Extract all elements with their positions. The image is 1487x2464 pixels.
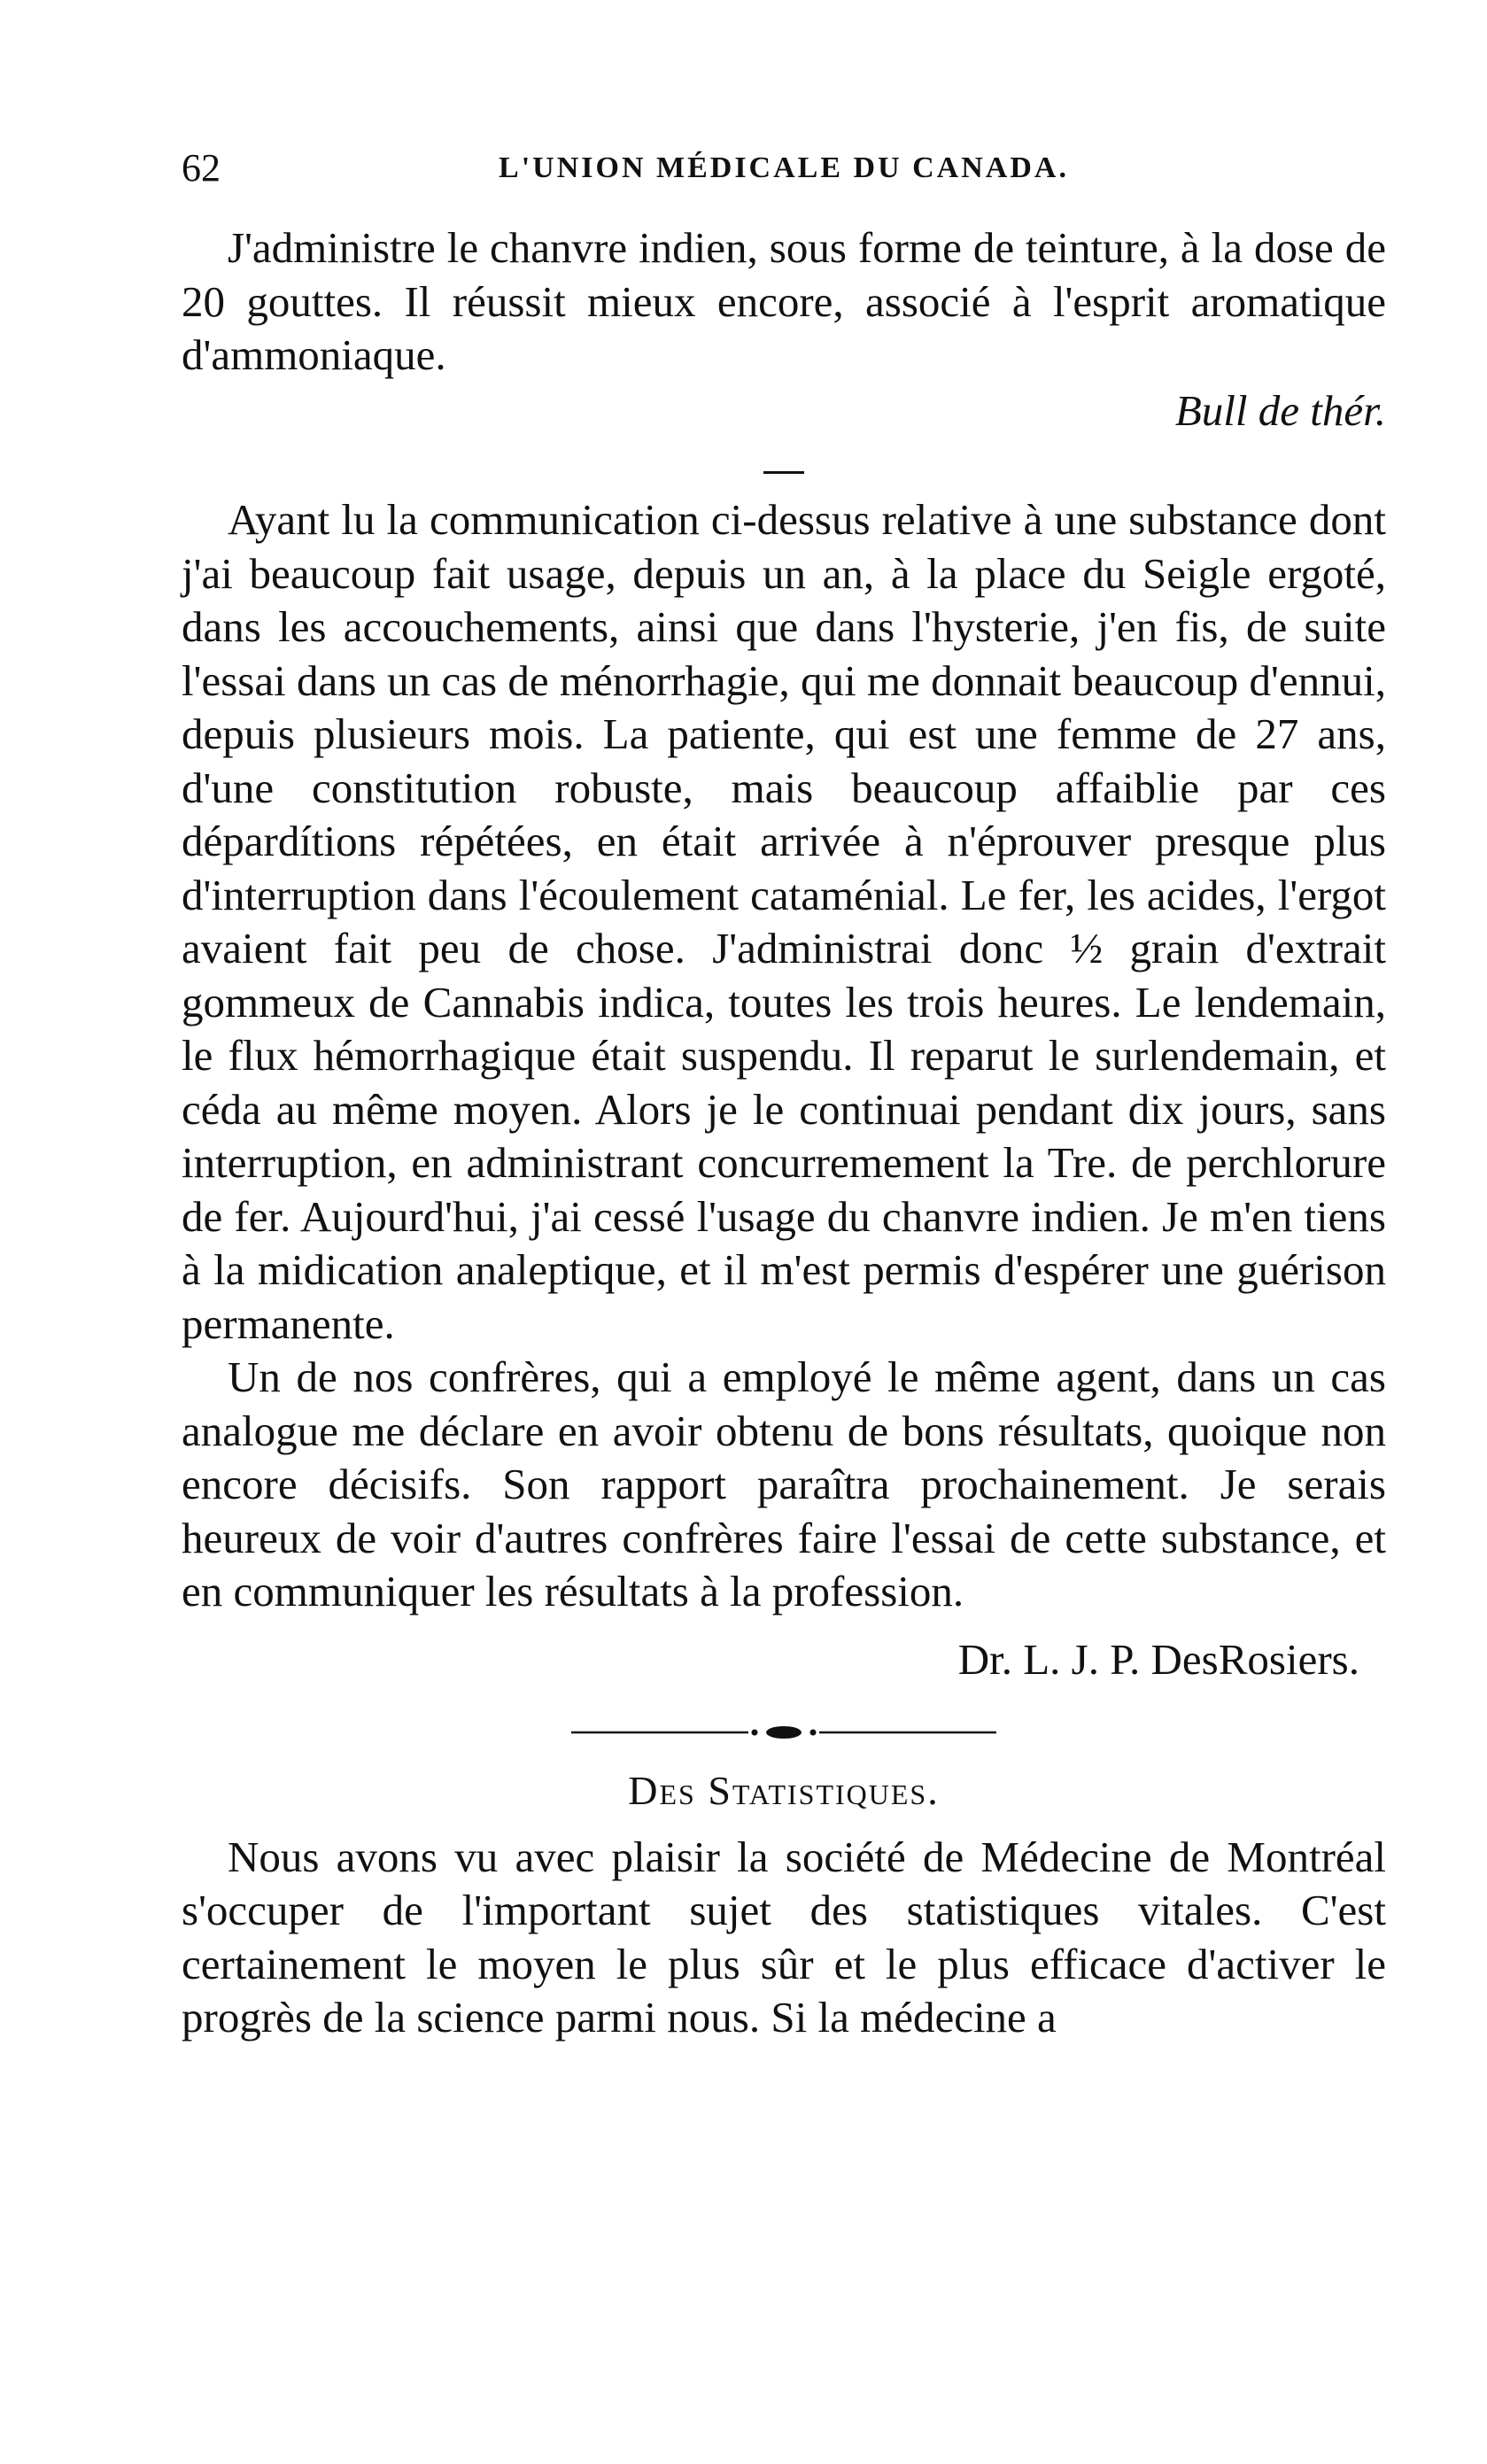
article1-source: Bull de thér. <box>1174 385 1386 435</box>
page-number: 62 <box>182 146 221 190</box>
article2-paragraph-1: Ayant lu la communication ci-dessus relative à une substance dont j'ai beaucoup fait usage, depuis un an, à la place du Seigle ergoté, dans les accouchements, ainsi que dans l'hysterie, j'en fis, de suite l'essai dans un cas de ménorrhagie, qui me donnait beaucoup d'ennui, depuis plusieurs mois. La patiente, qui est une femme de 27 ans, d'une constitution robuste, mais beaucoup affaiblie par ces dépardítions répétées, en était arrivée à n'éprouver presque plus d'interruption dans l'écoulement cataménial. Le fer, les acides, l'ergot avaient fait peu de chose. J'administrai donc ½ grain d'extrait gommeux de Cannabis indica, toutes les trois heures. Le lendemain, le flux hémorrhagique était suspendu. Il reparut le surlendemain, et céda au même moyen. Alors je le continuai pendant dix jours, sans interruption, en administrant concurremement la Tre. de perchlorure de fer. Aujourd'hui, j'ai cessé l'usage du chanvre indien. Je m'en tiens à la midication analeptique, et il m'est permis d'espérer une guérison permanente. <box>182 495 1386 1348</box>
article2-paragraph-2: Un de nos confrères, qui a employé le même agent, dans un cas analogue me déclare en avoir obtenu de bons résultats, quoique non encore décisifs. Son rapport paraîtra prochainement. Je serais heureux de voir d'autres confrères faire l'essai de cette substance, et en communiquer les résultats à la profession. <box>182 1352 1386 1616</box>
page-body <box>182 221 1386 2045</box>
page-header <box>182 137 1386 199</box>
separator-dash <box>763 471 804 474</box>
section-paragraph: Nous avons vu avec plaisir la société de Médecine de Montréal s'occuper de l'important sujet des statistiques vitales. C'est certainement le moyen le plus sûr et le plus efficace d'activer le progrès de la science parmi nous. Si la médecine a <box>182 1832 1386 2042</box>
section-title: Des Statistiques. <box>628 1768 940 1813</box>
ornament-divider-icon <box>571 1724 996 1741</box>
author-signature: Dr. L. J. P. DesRosiers. <box>957 1634 1359 1684</box>
article1-paragraph: J'administre le chanvre indien, sous forme de teinture, à la dose de 20 gouttes. Il réussit mieux encore, associé à l'esprit aromatique d'ammoniaque. <box>182 223 1386 379</box>
running-head: L'UNION MÉDICALE DU CANADA. <box>499 151 1069 184</box>
